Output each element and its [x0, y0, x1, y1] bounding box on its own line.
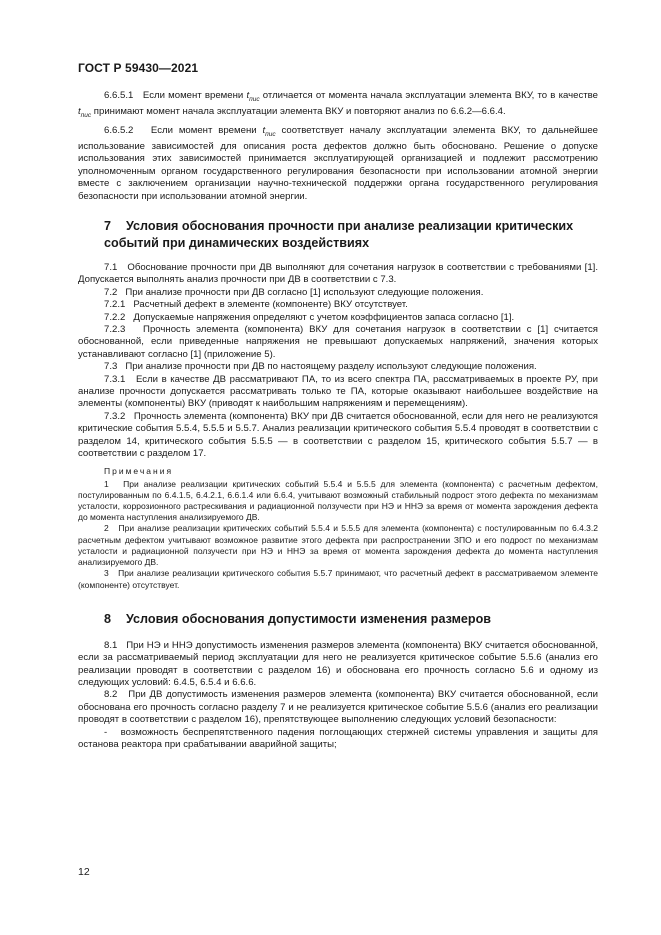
section-8-heading: 8 Условия обоснования допустимости изменения размеров [104, 611, 492, 626]
paragraph-7-1: 7.1 Обоснование прочности при ДВ выполняют для сочетания нагрузок в соответствии с требованиями [1]. Допускается выполнять анализ прочности при ДВ в соответствии с 7.3. [78, 261, 598, 286]
note-item: 2 При анализе реализации критических событий 5.5.4 и 5.5.5 для элемента (компонента) с постулированным по 6.4.3.2 расчетным дефектом учитывают возможное развитие этого дефекта при распространении ЗПО и его подрост по механизмам усталости и радиационной ползучести при НЭ и ННЭ за время от момента зарождения дефекта до момента наступления анализируемого ДВ. [78, 523, 598, 568]
note-item: 1 При анализе реализации критических событий 5.5.4 и 5.5.5 для элемента (компонента) с расчетным дефектом, постулированным по 6.4.1.5, 6.4.2.1, 6.6.1.4 или 6.6.4, учитывают возможный стабильный подрост этого дефекта по механизмам усталости, коррозионного растрескивания и радиационной ползучести при НЭ и ННЭ за время от момента зарождения дефекта до момента наступления анализируемого ДВ. [78, 478, 598, 523]
paragraph-7-2: 7.2 При анализе прочности при ДВ согласно [1] используют следующие положения. [104, 286, 484, 298]
t-pis-symbol: $t_{пис}$ [246, 90, 260, 103]
paragraph-6-6-5-1: 6.6.5.1 Если момент времени $t_{пис}$ отличается от момента начала эксплуатации элемента ВКУ, то в качестве $t_{пис}$ принимают момент начала эксплуатации элемента ВКУ и повторяют анализ по 6.6.2—6.6.4. [78, 90, 598, 120]
t-pis-symbol: $t_{пис}$ [262, 124, 276, 138]
paragraph-7-3-1: 7.3.1 Если в качестве ДВ рассматривают ПА, то из всего спектра ПА, рассматриваемых в проекте РУ, при анализе прочности допускается рассматривать только те ПА, которые оказывают наибольшее воздействие на элементы (компоненты) ВКУ (приводят к наибольшим напряжениям и перемещениям). [78, 373, 598, 410]
paragraph-8-2: 8.2 При ДВ допустимость изменения размеров элемента (компонента) ВКУ считается обоснованной, если обоснована его прочность согласно разделу 7 и не реализуется критическое событие 5.5.6 (анализ его реализации проводят в соответствии с разделом 16), препятствующее выполнению следующих условий безопасности: [78, 689, 598, 726]
t-pis-symbol: $t_{пис}$ [78, 106, 92, 120]
paragraph-7-2-3: 7.2.3 Прочность элемента (компонента) ВКУ для сочетания нагрузок в соответствии с [1] считается обоснованной, если приведенные напряжения не превышают допускаемых напряжений, значения которых устанавливают согласно [1] (приложение 5). [78, 324, 598, 360]
paragraph-7-2-2: 7.2.2 Допускаемые напряжения определяют с учетом коэффициентов запаса согласно [1]. [104, 311, 515, 323]
section-7-heading: 7 Условия обоснования прочности при анализе реализации критических событий при динамических воздействиях [104, 218, 574, 250]
notes-title: Примечания [104, 466, 174, 477]
paragraph-7-2-1: 7.2.1 Расчетный дефект в элементе (компоненте) ВКУ отсутствует. [104, 299, 408, 311]
page-body [78, 90, 598, 751]
paragraph-7-3-2: 7.3.2 Прочность элемента (компонента) ВКУ при ДВ считается обоснованной, если для него не реализуются критические события 5.5.4, 5.5.5 и 5.5.7. Анализ реализации критического события 5.5.4 проводят в соответствии с разделом 14, критического события 5.5.5 — в соответствии с разделом 15, критического события 5.5.7 — в соответствии с разделом 17. [78, 410, 598, 460]
paragraph-7-3: 7.3 При анализе прочности при ДВ по настоящему разделу используют следующие положения. [104, 361, 537, 373]
paragraph-8-1: 8.1 При НЭ и ННЭ допустимость изменения размеров элемента (компонента) ВКУ считается обоснованной, если за рассматриваемый период эксплуатации для него не реализуется критическое событие 5.5.6 (анализ его реализации проводят в соответствии с разделом 16) и обоснована его прочность согласно 5.6 и одному из следующих условий: 6.4.5, 6.5.4 и 6.6.6. [78, 639, 598, 688]
paragraph-6-6-5-2: 6.6.5.2 Если момент времени $t_{пис}$ соответствует началу эксплуатации элемента ВКУ, то дальнейшее использование зависимостей для описания роста дефектов должно быть обосновано. Решение о допуске использования этих зависимостей принимается эксплуатирующей организацией и подлежит рассмотрению уполномоченным органом государственного регулирования безопасности при использовании атомной энергии вместе с заключением организации научно-технической поддержки органа государственного регулирования безопасности при использовании атомной энергии. [78, 124, 598, 202]
notes-block [78, 466, 598, 590]
page-number: 12 [78, 866, 90, 878]
list-item-dash: - возможность беспрепятственного падения поглощающих стержней системы управления и защиты для останова реактора при срабатывании аварийной защиты; [78, 726, 598, 750]
document-header: ГОСТ Р 59430—2021 [78, 61, 199, 75]
note-item: 3 При анализе реализации критического события 5.5.7 принимают, что расчетный дефект в рассматриваемом элементе (компоненте) отсутствует. [78, 568, 598, 590]
